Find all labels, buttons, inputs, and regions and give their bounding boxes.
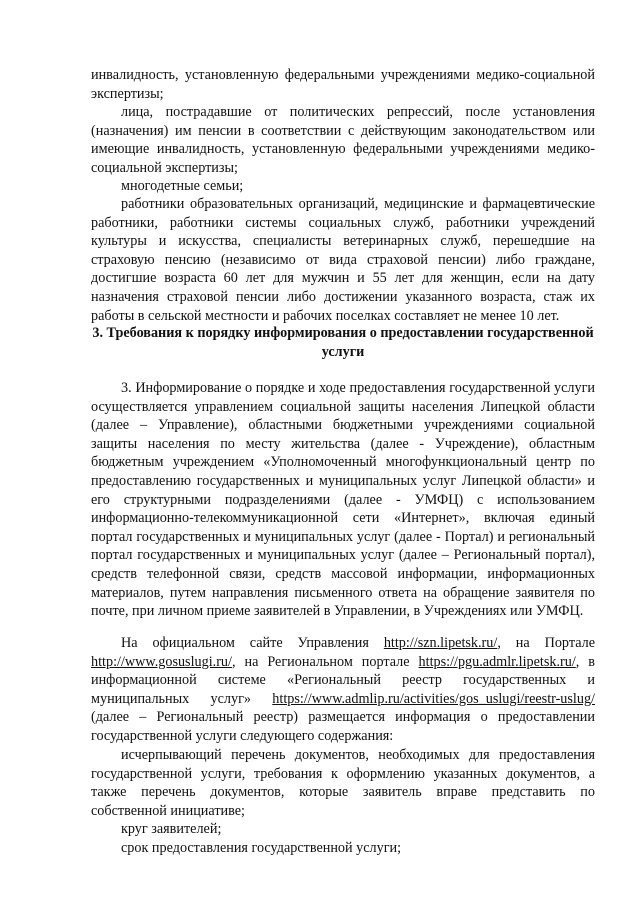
section-heading: 3. Требования к порядку информирования о предоставлении государственной услуги <box>92 325 594 360</box>
paragraph-informing: 3. Информирование о порядке и ходе предоставления государственной услуги осуществляется управлением социальной защиты населения Липецкой области (далее – Управление), областными бюджетными учреждениями социальной защиты населения по месту жительства (далее - Учреждение), областным бюджетным учреждением «Уполномоченный многофункциональный центр по предоставлению государственных и муниципальных услуг Липецкой области» и его структурными подразделениями (далее - УМФЦ) с использованием информационно-телекоммуникационной сети «Интернет», включая единый портал государственных и муниципальных услуг (далее - Портал) и региональный портал государственных и муниципальных услуг (далее – Региональный портал), средств телефонной связи, средств массовой информации, информационных материалов, путем направления письменного ответа на обращение заявителя по почте, при личном приеме заявителей в Управлении, в Учреждениях или УМФЦ. <box>91 380 595 620</box>
link-szn-lipetsk[interactable]: http://szn.lipetsk.ru/ <box>383 635 498 651</box>
paragraph-repressed-persons: лица, пострадавшие от политических репрессий, после установления (назначения) им пенсии в соответствии с действующим законодательством или имеющие инвалидность, установленную федеральными учреждениями медико-социальной экспертизы; <box>91 104 595 176</box>
paragraph-official-sites: На официальном сайте Управления http://szn.lipetsk.ru/, на Портале http://www.gosuslugi.ru/, на Региональном портале https://pgu.admlr.lipetsk.ru/, в информационной системе «Региональный реестр государственных и муниципальных услуг» https://www.admlip.ru/activities/gos_uslugi/reestr-uslug/ (далее – Региональный реестр) размещается информация о предоставлении государственной услуги следующего содержания: <box>91 635 595 744</box>
link-gosuslugi[interactable]: http://www.gosuslugi.ru/ <box>91 653 232 670</box>
link-admlip-reestr[interactable]: https://www.admlip.ru/activities/gos_uslugi/reestr-uslug/ <box>272 690 595 707</box>
paragraph-documents-list: исчерпывающий перечень документов, необходимых для предоставления государственной услуги, требования к оформлению указанных документов, а также перечень документов, которые заявитель вправе представить по собственной инициативе; <box>91 747 595 819</box>
paragraph-applicants: круг заявителей; <box>121 821 222 837</box>
paragraph-workers: работники образовательных организаций, медицинские и фармацевтические работники, работники системы социальных служб, работники учреждений культуры и искусства, специалисты ветеринарных служб, перешедшие на страховую пенсию (независимо от вида страховой пенсии) либо граждане, достигшие возраста 60 лет для мужчин и 55 лет для женщин, если на дату назначения страховой пенсии либо достижении указанного возраста, стаж их работы в сельской местности и рабочих поселках составляет не менее 10 лет. <box>91 196 595 324</box>
paragraph-service-term: срок предоставления государственной услуги; <box>121 840 402 856</box>
paragraph-disability: инвалидность, установленную федеральными учреждениями медико-социальной экспертизы; <box>91 67 595 102</box>
paragraph-large-families: многодетные семьи; <box>121 178 244 194</box>
link-pgu-admlr[interactable]: https://pgu.admlr.lipetsk.ru/ <box>418 653 576 670</box>
